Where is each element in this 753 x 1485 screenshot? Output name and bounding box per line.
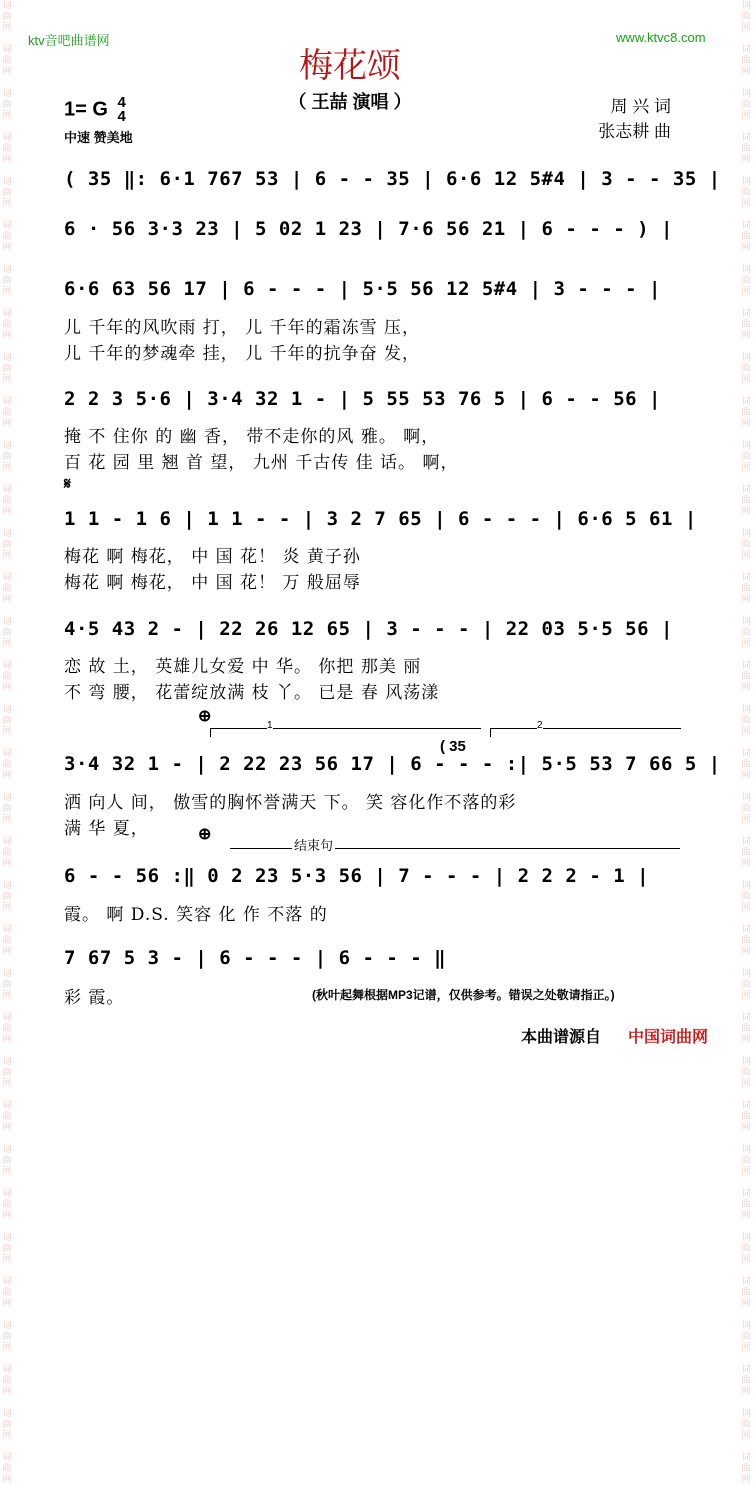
- notes-system-7: 3·4 32 1 - | 2 22 23 56 17 | 6 - - - :| 5·5 53 7 66 5 |: [64, 753, 721, 775]
- lyricist-credit: 周 兴 词: [610, 97, 671, 116]
- notes-system-1: ( 35 ‖: 6·1 767 53 | 6 - - 35 | 6·6 12 5#4 | 3 - - 35 |: [64, 168, 721, 190]
- watermark-strip-left: 词 曲 网 词 曲 网 词 曲 网 词 曲 网 词 曲 网 词 曲 网 词 曲 网 词 曲 网 词 曲 网 词 曲 网 词 曲 网 词 曲 网 词 曲 网 词 曲 网 词 曲 网 词 曲 网 词 曲 网 词 曲 网 词 曲 网 词 曲 网 词 曲 网 词 曲 网 词 曲 网 词 曲 网 词 曲 网 词 曲 网 词 曲 网 词 曲 网 词 曲 网 词 曲 网 词 曲 网 词 曲 网 词 曲 网 词 曲 网: [2, 0, 12, 1484]
- source-site-link[interactable]: 中国词曲网: [628, 1029, 709, 1046]
- lyric-system-4-verse-1: 掩 不 住你 的 幽 香， 带不走你的风 雅。 啊，: [64, 427, 440, 447]
- coda-sign: ⊕: [198, 708, 212, 725]
- lyric-system-7-verse-2: 满 华 夏，: [64, 819, 149, 839]
- site-link-left[interactable]: ktv音吧曲谱网: [28, 33, 110, 48]
- tempo-marking: 中速 赞美地: [64, 130, 133, 145]
- key-label: 1= G: [64, 98, 108, 121]
- segno-sign: 𝄋: [64, 476, 71, 493]
- ending-bracket: [230, 838, 680, 853]
- lyric-system-8: 霞。 啊 D.S. 笑容 化 作 不落 的: [64, 905, 328, 925]
- volta-pickup: ( 35: [440, 738, 466, 755]
- singer-line: （ 王喆 演唱 ）: [288, 92, 412, 112]
- notes-system-6: 4·5 43 2 - | 22 26 12 65 | 3 - - - | 22 03 5·5 56 |: [64, 618, 673, 640]
- song-title: 梅花颂: [299, 46, 401, 86]
- volta-1-bracket: [210, 720, 481, 737]
- composer-credit: 张志耕 曲: [598, 122, 671, 141]
- volta-2-bracket: [490, 720, 681, 737]
- notes-system-5: 1 1 - 1 6 | 1 1 - - | 3 2 7 65 | 6 - - - | 6·6 5 61 |: [64, 508, 697, 530]
- notes-system-4: 2 2 3 5·6 | 3·4 32 1 - | 5 55 53 76 5 | 6 - - 56 |: [64, 388, 661, 410]
- ending-label: 结束句: [292, 835, 335, 854]
- lyric-system-9: 彩 霞。: [64, 988, 125, 1008]
- coda-sign-2: ⊕: [198, 826, 212, 843]
- lyric-system-4-verse-2: 百 花 园 里 翘 首 望， 九州 千古传 佳 话。 啊，: [64, 453, 459, 473]
- key-signature: [64, 96, 126, 124]
- notes-system-8: 6 - - 56 :‖ 0 2 23 5·3 56 | 7 - - - | 2 2 2 - 1 |: [64, 865, 650, 887]
- lyric-system-3-verse-1: 儿 千年的风吹雨 打， 儿 千年的霜冻雪 压，: [64, 318, 421, 338]
- time-signature: [117, 96, 125, 124]
- lyric-system-3-verse-2: 儿 千年的梦魂牵 挂， 儿 千年的抗争奋 发，: [64, 344, 421, 364]
- notes-system-2: 6 · 56 3·3 23 | 5 02 1 23 | 7·6 56 21 | 6 - - - ) |: [64, 218, 673, 240]
- time-top: 4: [117, 94, 126, 111]
- notes-system-3: 6·6 63 56 17 | 6 - - - | 5·5 56 12 5#4 | 3 - - - |: [64, 278, 661, 300]
- watermark-strip-right: 词 曲 网 词 曲 网 词 曲 网 词 曲 网 词 曲 网 词 曲 网 词 曲 网 词 曲 网 词 曲 网 词 曲 网 词 曲 网 词 曲 网 词 曲 网 词 曲 网 词 曲 网 词 曲 网 词 曲 网 词 曲 网 词 曲 网 词 曲 网 词 曲 网 词 曲 网 词 曲 网 词 曲 网 词 曲 网 词 曲 网 词 曲 网 词 曲 网 词 曲 网 词 曲 网 词 曲 网 词 曲 网 词 曲 网 词 曲 网: [741, 0, 751, 1484]
- volta-1-label: 1: [267, 720, 273, 731]
- lyric-system-5-verse-2: 梅花 啊 梅花， 中 国 花！ 万 般屈辱: [64, 573, 361, 593]
- source-label: 本曲谱源自: [521, 1029, 602, 1046]
- notes-system-9: 7 67 5 3 - | 6 - - - | 6 - - - ‖: [64, 947, 447, 969]
- site-link-right[interactable]: www.ktvc8.com: [616, 30, 706, 45]
- time-bottom: 4: [117, 108, 126, 125]
- lyric-system-6-verse-1: 恋 故 土， 英雄儿女爱 中 华。 你把 那美 丽: [64, 657, 422, 677]
- lyric-system-5-verse-1: 梅花 啊 梅花， 中 国 花！ 炎 黄子孙: [64, 547, 361, 567]
- transcriber-footnote: (秋叶起舞根据MP3记谱，仅供参考。错误之处敬请指正。): [312, 988, 615, 1002]
- volta-2-label: 2: [537, 720, 543, 731]
- lyric-system-7-verse-1: 洒 向人 间， 傲雪的胸怀誉满天 下。 笑 容化作不落的彩: [64, 793, 517, 813]
- lyric-system-6-verse-2: 不 弯 腰， 花蕾绽放满 枝 丫。 已是 春 风荡漾: [64, 683, 440, 703]
